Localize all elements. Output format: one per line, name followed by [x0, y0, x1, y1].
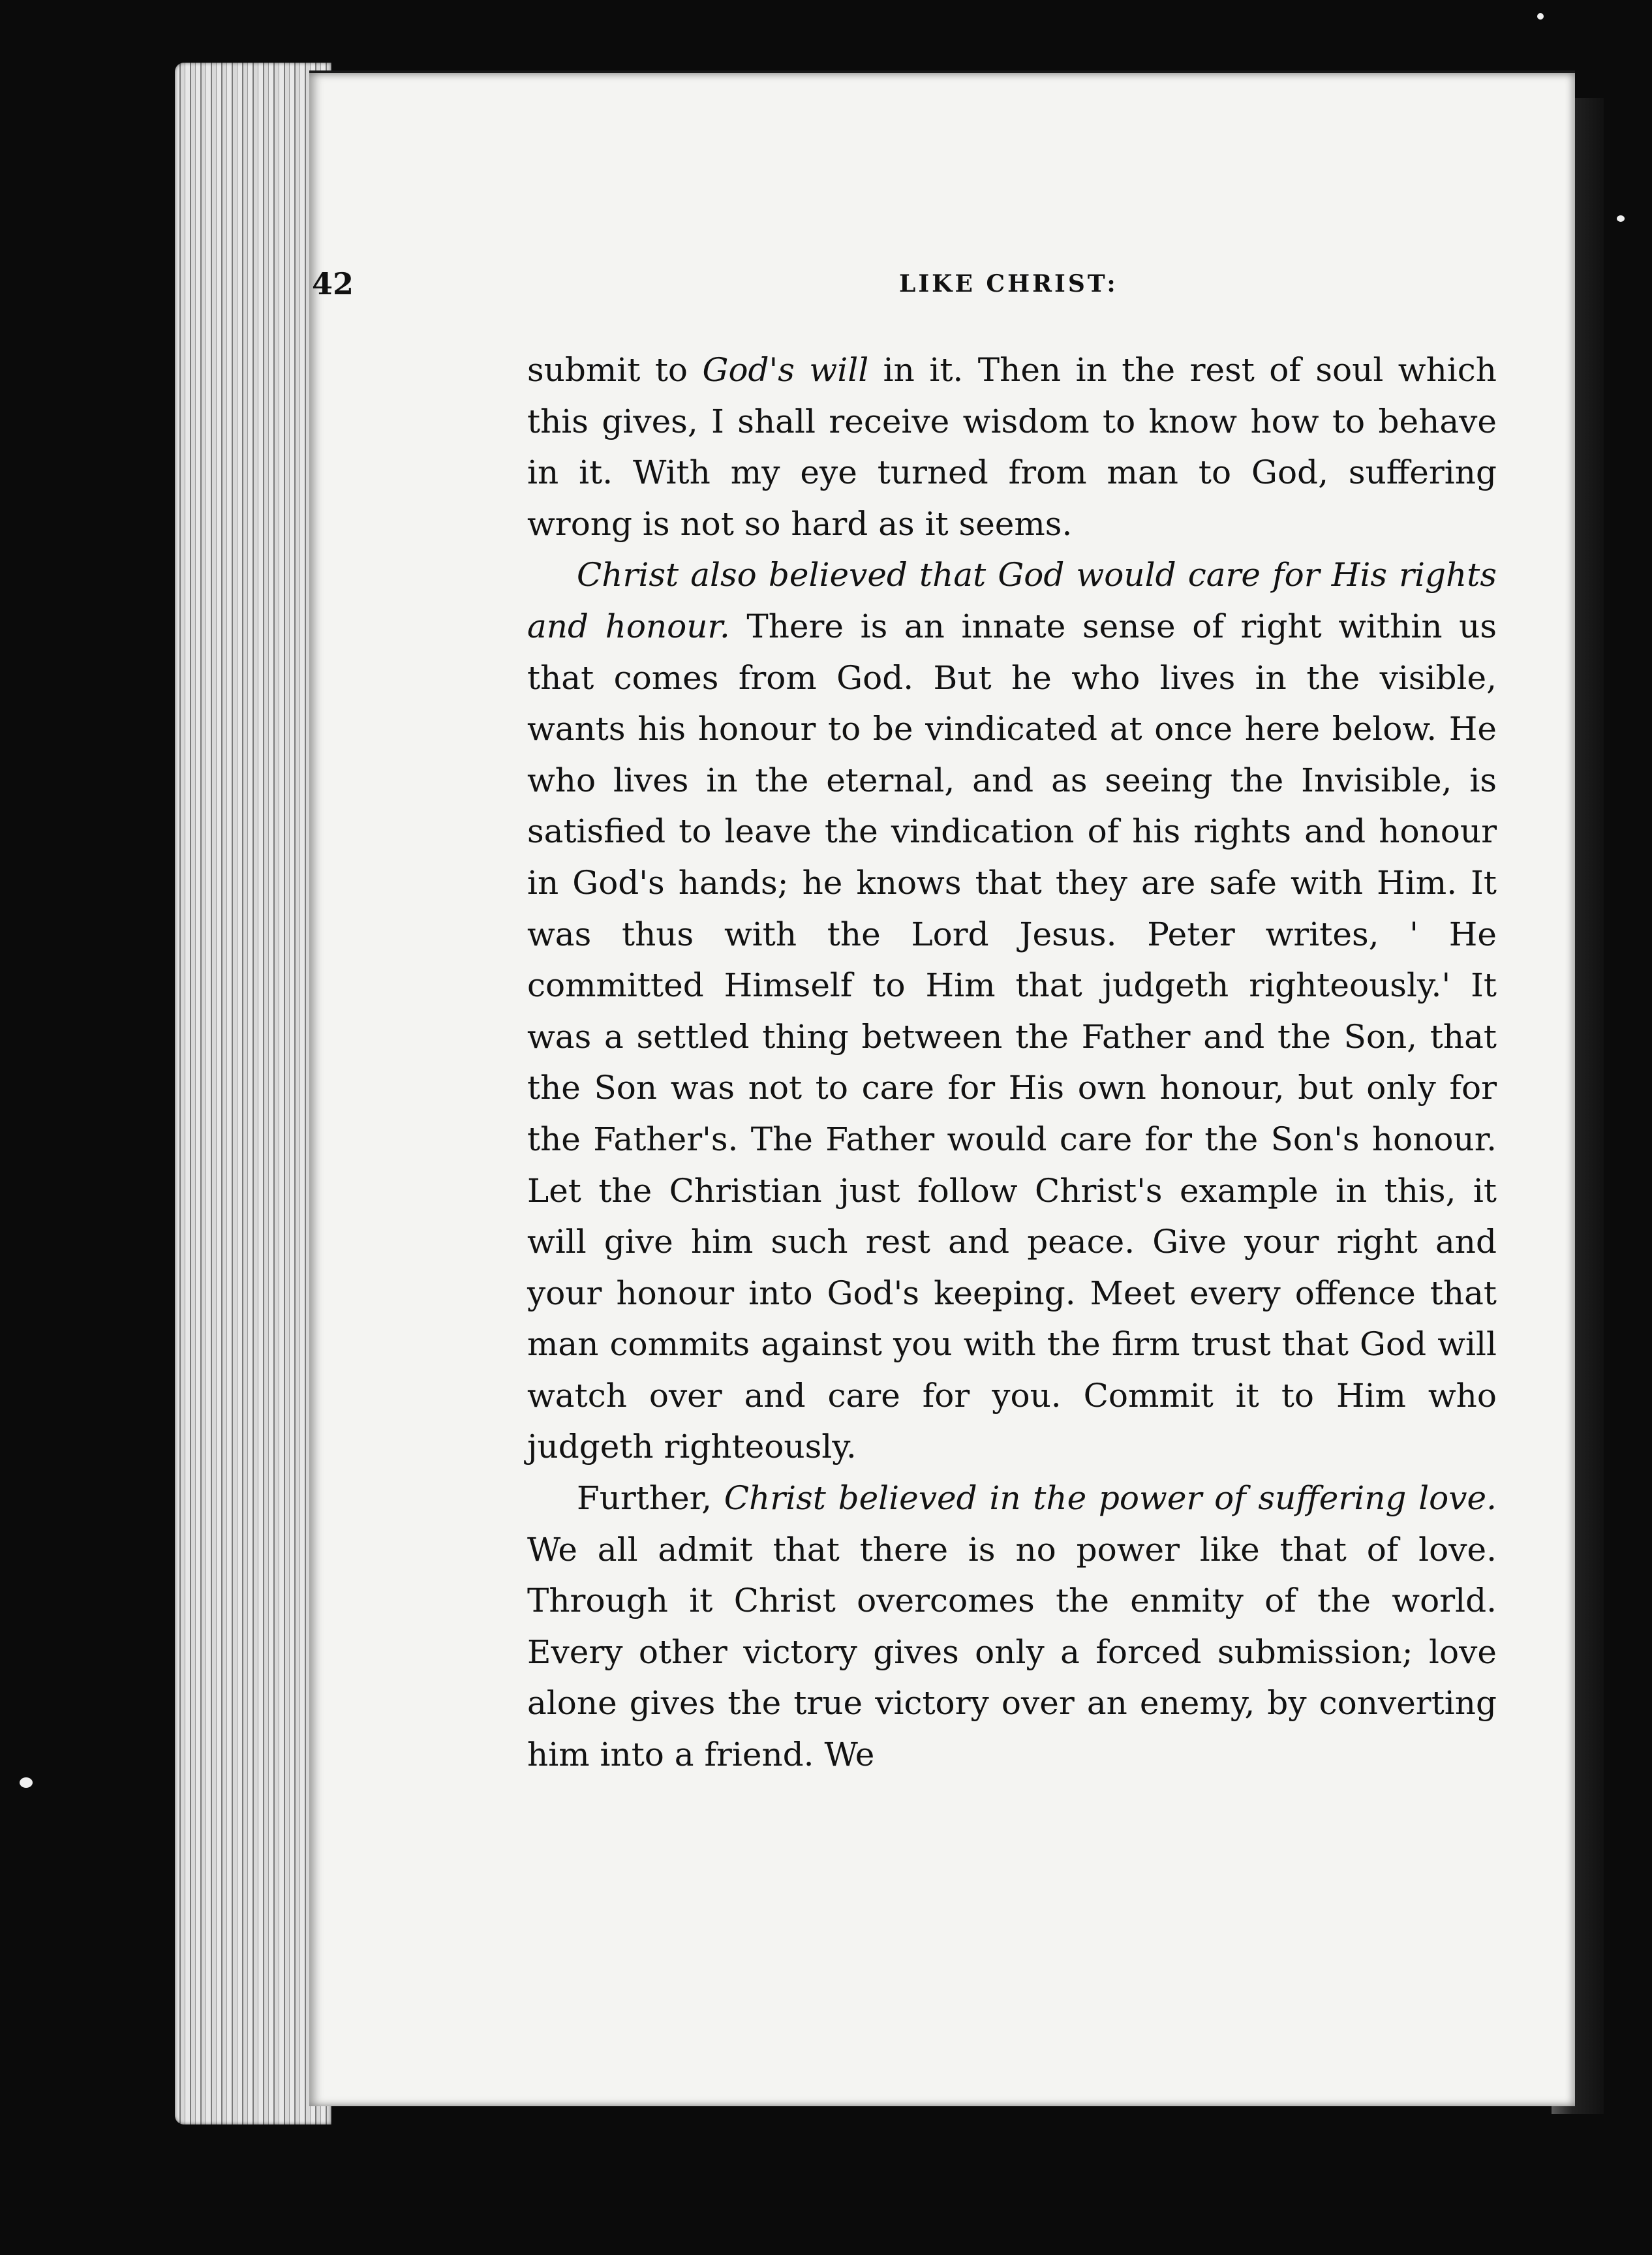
italic-phrase: God's will [702, 351, 869, 389]
page-block-edges [175, 63, 331, 2125]
paragraph-3 [527, 1473, 1497, 1781]
paragraph-1 [527, 345, 1497, 549]
running-title: LIKE CHRIST: [899, 270, 1118, 298]
text-run: submit to [527, 351, 703, 389]
text-run: We all admit that there is no power like that of love. Through it Christ overcomes the enmity of the world. Every other victory gives only a forced submission; love alone gives the true victory over an enemy, by converting him into a friend. We [527, 1530, 1497, 1774]
page-body [527, 345, 1497, 1781]
dust-speck [1617, 215, 1625, 222]
text-run: Further, [577, 1479, 724, 1518]
page-number: 42 [312, 266, 354, 301]
text-run: There is an innate sense of right within us that comes from God. But he who lives in the visible, wants his honour to be vindicated at once here below. He who lives in the eternal, and as seeing the Invisible, is satisfied to leave the vindication of his rights and honour in God's hands; he knows that they are safe with Him. It was thus with the Lord Jesus. Peter writes, ' He committed Himself to Him that judgeth righteously.' It was a settled thing between the Father and the Son, that the Son was not to care for His own honour, but only for the Father's. The Father would care for the Son's honour. Let the Christian just follow Christ's example in this, it will give him such rest and peace. Give your right and your honour into God's keeping. Meet every offence that man commits against you with the firm trust that God will watch over and care for you. Commit it to Him who judgeth righteously. [527, 607, 1497, 1466]
dust-speck [1537, 13, 1544, 20]
dust-speck [20, 1777, 33, 1788]
text-run: in it. Then in the rest of soul which this gives, I shall receive wisdom to know how to behave in it. With my eye turned from man to God, suffering wrong is not so hard as it seems. [527, 351, 1497, 543]
paragraph-2 [527, 549, 1497, 1473]
italic-phrase: Christ also believed that God would care for His rights and honour. [527, 556, 1497, 645]
italic-phrase: Christ believed in the power of suffering love. [724, 1479, 1497, 1518]
